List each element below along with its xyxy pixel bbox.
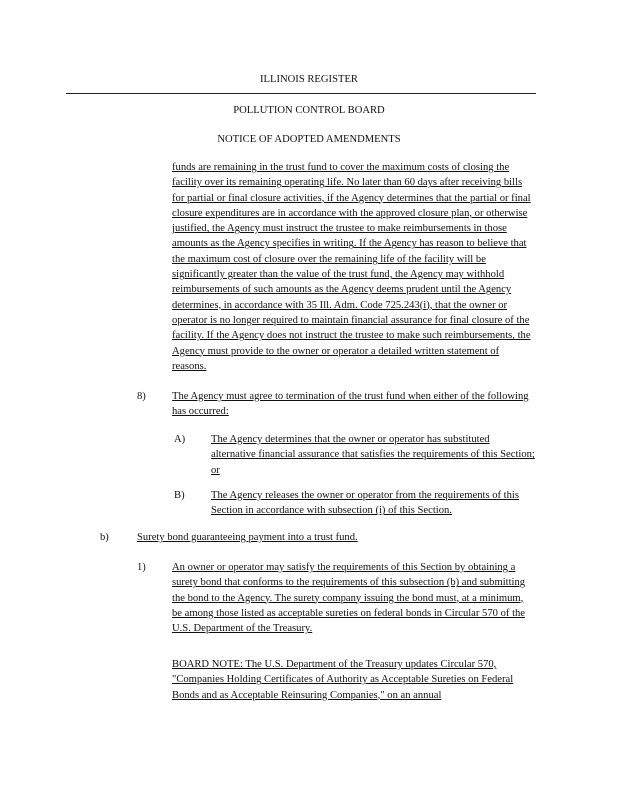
- item-1-label: 1): [137, 562, 146, 573]
- subitem-a-text: The Agency determines that the owner or operator has substituted alternative financial assurance that satisfies the requirements of this Section; or: [211, 434, 535, 476]
- subitem-b-label: B): [174, 490, 185, 501]
- section-b-text: Surety bond guaranteeing payment into a trust fund.: [137, 532, 358, 543]
- subitem-a-label: A): [174, 434, 186, 445]
- subitem-b-text: The Agency releases the owner or operator from the requirements of this Section in accordance with subsection (i) of this Section.: [211, 490, 519, 517]
- continuation-paragraph: funds are remaining in the trust fund to cover the maximum costs of closing the facility over its remaining operating life. No later than 60 days after receiving bills for partial or final closure activities, if the Agency determines that the partial or final closure expenditures are in accordance with the approved closure plan, or otherwise justified, the Agency must instruct the trustee to make reimbursements in those amounts as the Agency specifies in writing. If the Agency has reason to believe that the maximum cost of closure over the remaining life of the facility will be significantly greater than the value of the trust fund, the Agency may withhold reimbursements of such amounts as the Agency deems prudent until the Agency determines, in accordance with 35 Ill. Adm. Code 725.243(i), that the owner or operator is no longer required to maintain financial assurance for final closure of the facility. If the Agency does not instruct the trustee to make such reimbursements, the Agency must provide to the owner or operator a detailed written statement of reasons.: [172, 162, 531, 372]
- notice-title: NOTICE OF ADOPTED AMENDMENTS: [217, 134, 401, 145]
- board-note: BOARD NOTE: The U.S. Department of the Treasury updates Circular 570, "Companies Holding Certificates of Authority as Acceptable Sureties on Federal Bonds and as Acceptable Reinsuring Companies," on an annual: [172, 659, 514, 701]
- item-8-label: 8): [137, 391, 146, 402]
- board-title: POLLUTION CONTROL BOARD: [233, 105, 385, 116]
- item-1-text: An owner or operator may satisfy the requirements of this Section by obtaining a surety bond that conforms to the requirements of this subsection (b) and submitting the bond to the Agency. The surety company issuing the bond must, at a minimum, be among those listed as acceptable sureties on federal bonds in Circular 570 of the U.S. Department of the Treasury.: [172, 562, 526, 635]
- section-b-label: b): [100, 532, 109, 543]
- item-8-text: The Agency must agree to termination of the trust fund when either of the following has occurred:: [172, 391, 529, 418]
- register-title: ILLINOIS REGISTER: [260, 74, 358, 85]
- header-rule: [66, 93, 536, 94]
